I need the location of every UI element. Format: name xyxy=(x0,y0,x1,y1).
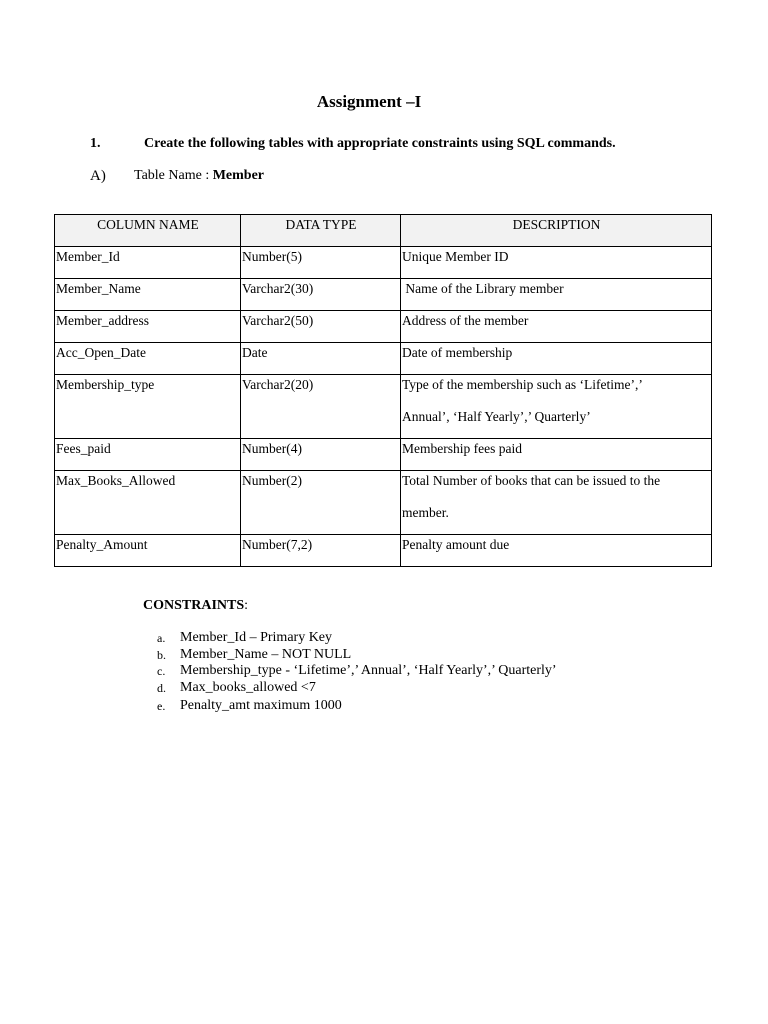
cell-type: Varchar2(50) xyxy=(241,311,401,343)
cell-type: Number(5) xyxy=(241,247,401,279)
table-row xyxy=(55,343,712,375)
table-row xyxy=(55,375,712,439)
list-item-text: Membership_type - ‘Lifetime’,’ Annual’, ‘Half Yearly’,’ Quarterly’ xyxy=(180,663,557,678)
question-number: 1. xyxy=(90,136,101,151)
cell-column: Member_Id xyxy=(55,247,241,279)
cell-type: Date xyxy=(241,343,401,375)
list-item xyxy=(157,647,557,664)
list-item xyxy=(157,663,557,680)
cell-type: Number(4) xyxy=(241,439,401,471)
cell-column: Fees_paid xyxy=(55,439,241,471)
cell-column: Membership_type xyxy=(55,375,241,439)
description-line-1: Type of the membership such as ‘Lifetime’,’ xyxy=(402,377,643,392)
constraints-heading xyxy=(143,598,248,614)
cell-description: Date of membership xyxy=(401,343,712,375)
list-item xyxy=(157,630,557,647)
question-text: Create the following tables with appropriate constraints using SQL commands. xyxy=(144,136,616,151)
cell-type: Varchar2(30) xyxy=(241,279,401,311)
list-marker: e. xyxy=(157,699,166,713)
list-item-text: Member_Name – NOT NULL xyxy=(180,646,352,662)
list-item-text: Penalty_amt maximum 1000 xyxy=(180,698,342,713)
cell-type: Number(2) xyxy=(241,471,401,535)
constraints-heading-text: CONSTRAINTS xyxy=(143,598,245,613)
cell-description: Name of the Library member xyxy=(401,279,712,311)
page-title: Assignment –I xyxy=(316,92,422,111)
header-description: DESCRIPTION xyxy=(401,215,712,247)
constraints-heading-colon: : xyxy=(244,598,249,613)
table-row xyxy=(55,311,712,343)
table-name-line xyxy=(134,168,264,184)
sub-question-label: A) xyxy=(90,168,106,184)
cell-column: Acc_Open_Date xyxy=(55,343,241,375)
list-item xyxy=(157,698,557,715)
cell-description: Address of the member xyxy=(401,311,712,343)
cell-description: Penalty amount due xyxy=(401,535,712,567)
description-line-2: Annual’, ‘Half Yearly’,’ Quarterly’ xyxy=(402,409,591,424)
table-name-prefix: Table Name : xyxy=(134,168,213,183)
cell-column: Penalty_Amount xyxy=(55,535,241,567)
table-row xyxy=(55,279,712,311)
table-row xyxy=(55,471,712,535)
list-marker: a. xyxy=(157,631,166,645)
table-row xyxy=(55,535,712,567)
table-name: Member xyxy=(212,168,265,183)
description-line-2: member. xyxy=(402,505,449,520)
list-item xyxy=(157,680,557,697)
list-item-text: Max_books_allowed <7 xyxy=(180,679,316,695)
header-data-type: DATA TYPE xyxy=(241,215,401,247)
table-header-row xyxy=(55,215,712,247)
cell-description xyxy=(401,471,712,535)
constraints-list xyxy=(157,630,557,715)
list-item-text: Member_Id – Primary Key xyxy=(180,630,333,645)
cell-description xyxy=(401,375,712,439)
header-column-name: COLUMN NAME xyxy=(55,215,241,247)
cell-description: Membership fees paid xyxy=(401,439,712,471)
cell-column: Member_Name xyxy=(55,279,241,311)
cell-column: Member_address xyxy=(55,311,241,343)
list-marker: d. xyxy=(157,680,166,695)
description-line-1: Total Number of books that can be issued to the xyxy=(402,473,661,488)
table-row xyxy=(55,247,712,279)
cell-description: Unique Member ID xyxy=(401,247,712,279)
list-marker: c. xyxy=(157,664,166,678)
list-marker: b. xyxy=(157,647,166,662)
member-table xyxy=(54,214,712,567)
cell-column: Max_Books_Allowed xyxy=(55,471,241,535)
table-row xyxy=(55,439,712,471)
cell-type: Number(7,2) xyxy=(241,535,401,567)
cell-type: Varchar2(20) xyxy=(241,375,401,439)
